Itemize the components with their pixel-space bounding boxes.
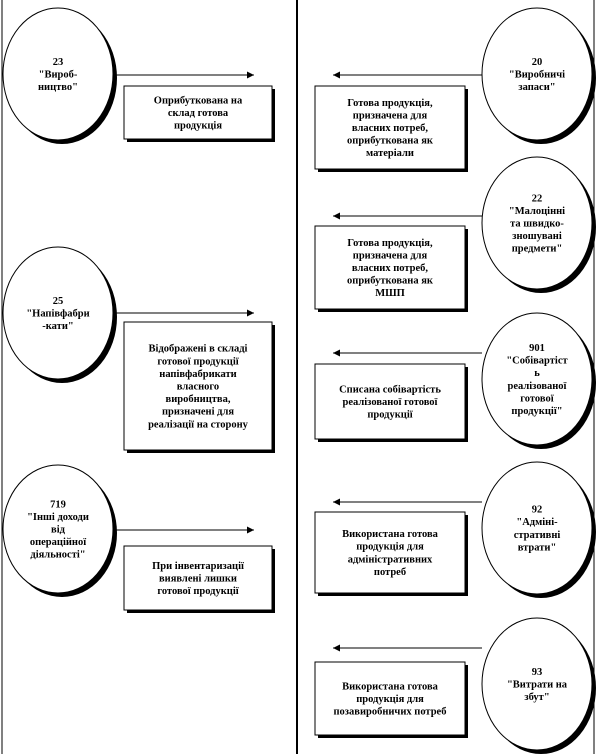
left-entry-box-0-text: Оприбуткована на склад готова продукція xyxy=(153,95,243,132)
right-entry-box-3-text: Використана готова продукція для адміністративних потреб xyxy=(342,529,438,578)
right-account-4 xyxy=(482,618,596,754)
right-account-0-label: 20 "Виробничі запаси" xyxy=(508,56,566,94)
right-account-3 xyxy=(482,462,596,598)
left-account-0-label: 23 "Вироб-ництво" xyxy=(38,56,78,94)
right-account-4-label: 93 "Витрати на збут" xyxy=(506,666,568,704)
left-account-0 xyxy=(3,8,117,144)
right-entry-box-4 xyxy=(315,662,468,738)
right-entry-box-3 xyxy=(315,512,468,596)
right-account-1-label: 22 "Малоцінні та швидко-зношувані предмети" xyxy=(508,193,566,255)
right-entry-box-2-text: Списана собівартість реалізованої готової продукції xyxy=(339,384,441,421)
left-account-1-label: 25 "Напівфабри -кати" xyxy=(26,295,90,333)
right-entry-box-1-text: Готова продукція, призначена для власних потреб, оприбуткована як МШП xyxy=(347,237,433,300)
right-account-2-label: 901 "Собівартіст ь реалізованої готової продукції" xyxy=(506,343,568,417)
right-entry-box-0-text: Готова продукція, призначена для власних потреб, оприбуткована як матеріали xyxy=(347,97,433,160)
right-entry-box-2 xyxy=(315,364,468,442)
left-account-2-label: 719 "Інші доходи від операційної діяльності" xyxy=(27,499,89,561)
right-entry-box-4-text: Використана готова продукція для позавиробничих потреб xyxy=(333,681,447,718)
right-account-0 xyxy=(482,8,596,144)
left-account-2 xyxy=(3,465,117,597)
right-account-3-label: 92 "Адміні-стративні втрати" xyxy=(513,504,561,554)
right-account-2 xyxy=(482,313,596,449)
left-entry-box-1-text: Відображені в складі готової продукції напівфабрикати власного виробництва, призначені для реалізації на сторону xyxy=(148,343,248,431)
left-entry-box-2 xyxy=(124,546,275,613)
left-entry-box-0 xyxy=(124,86,275,142)
right-account-1 xyxy=(482,157,596,293)
left-entry-box-2-text: При інвентаризації виявлені лишки готової продукції xyxy=(152,560,244,598)
right-entry-box-1 xyxy=(315,226,468,312)
left-entry-box-1 xyxy=(124,322,275,453)
right-entry-box-0 xyxy=(315,86,468,172)
left-account-1 xyxy=(3,247,117,383)
